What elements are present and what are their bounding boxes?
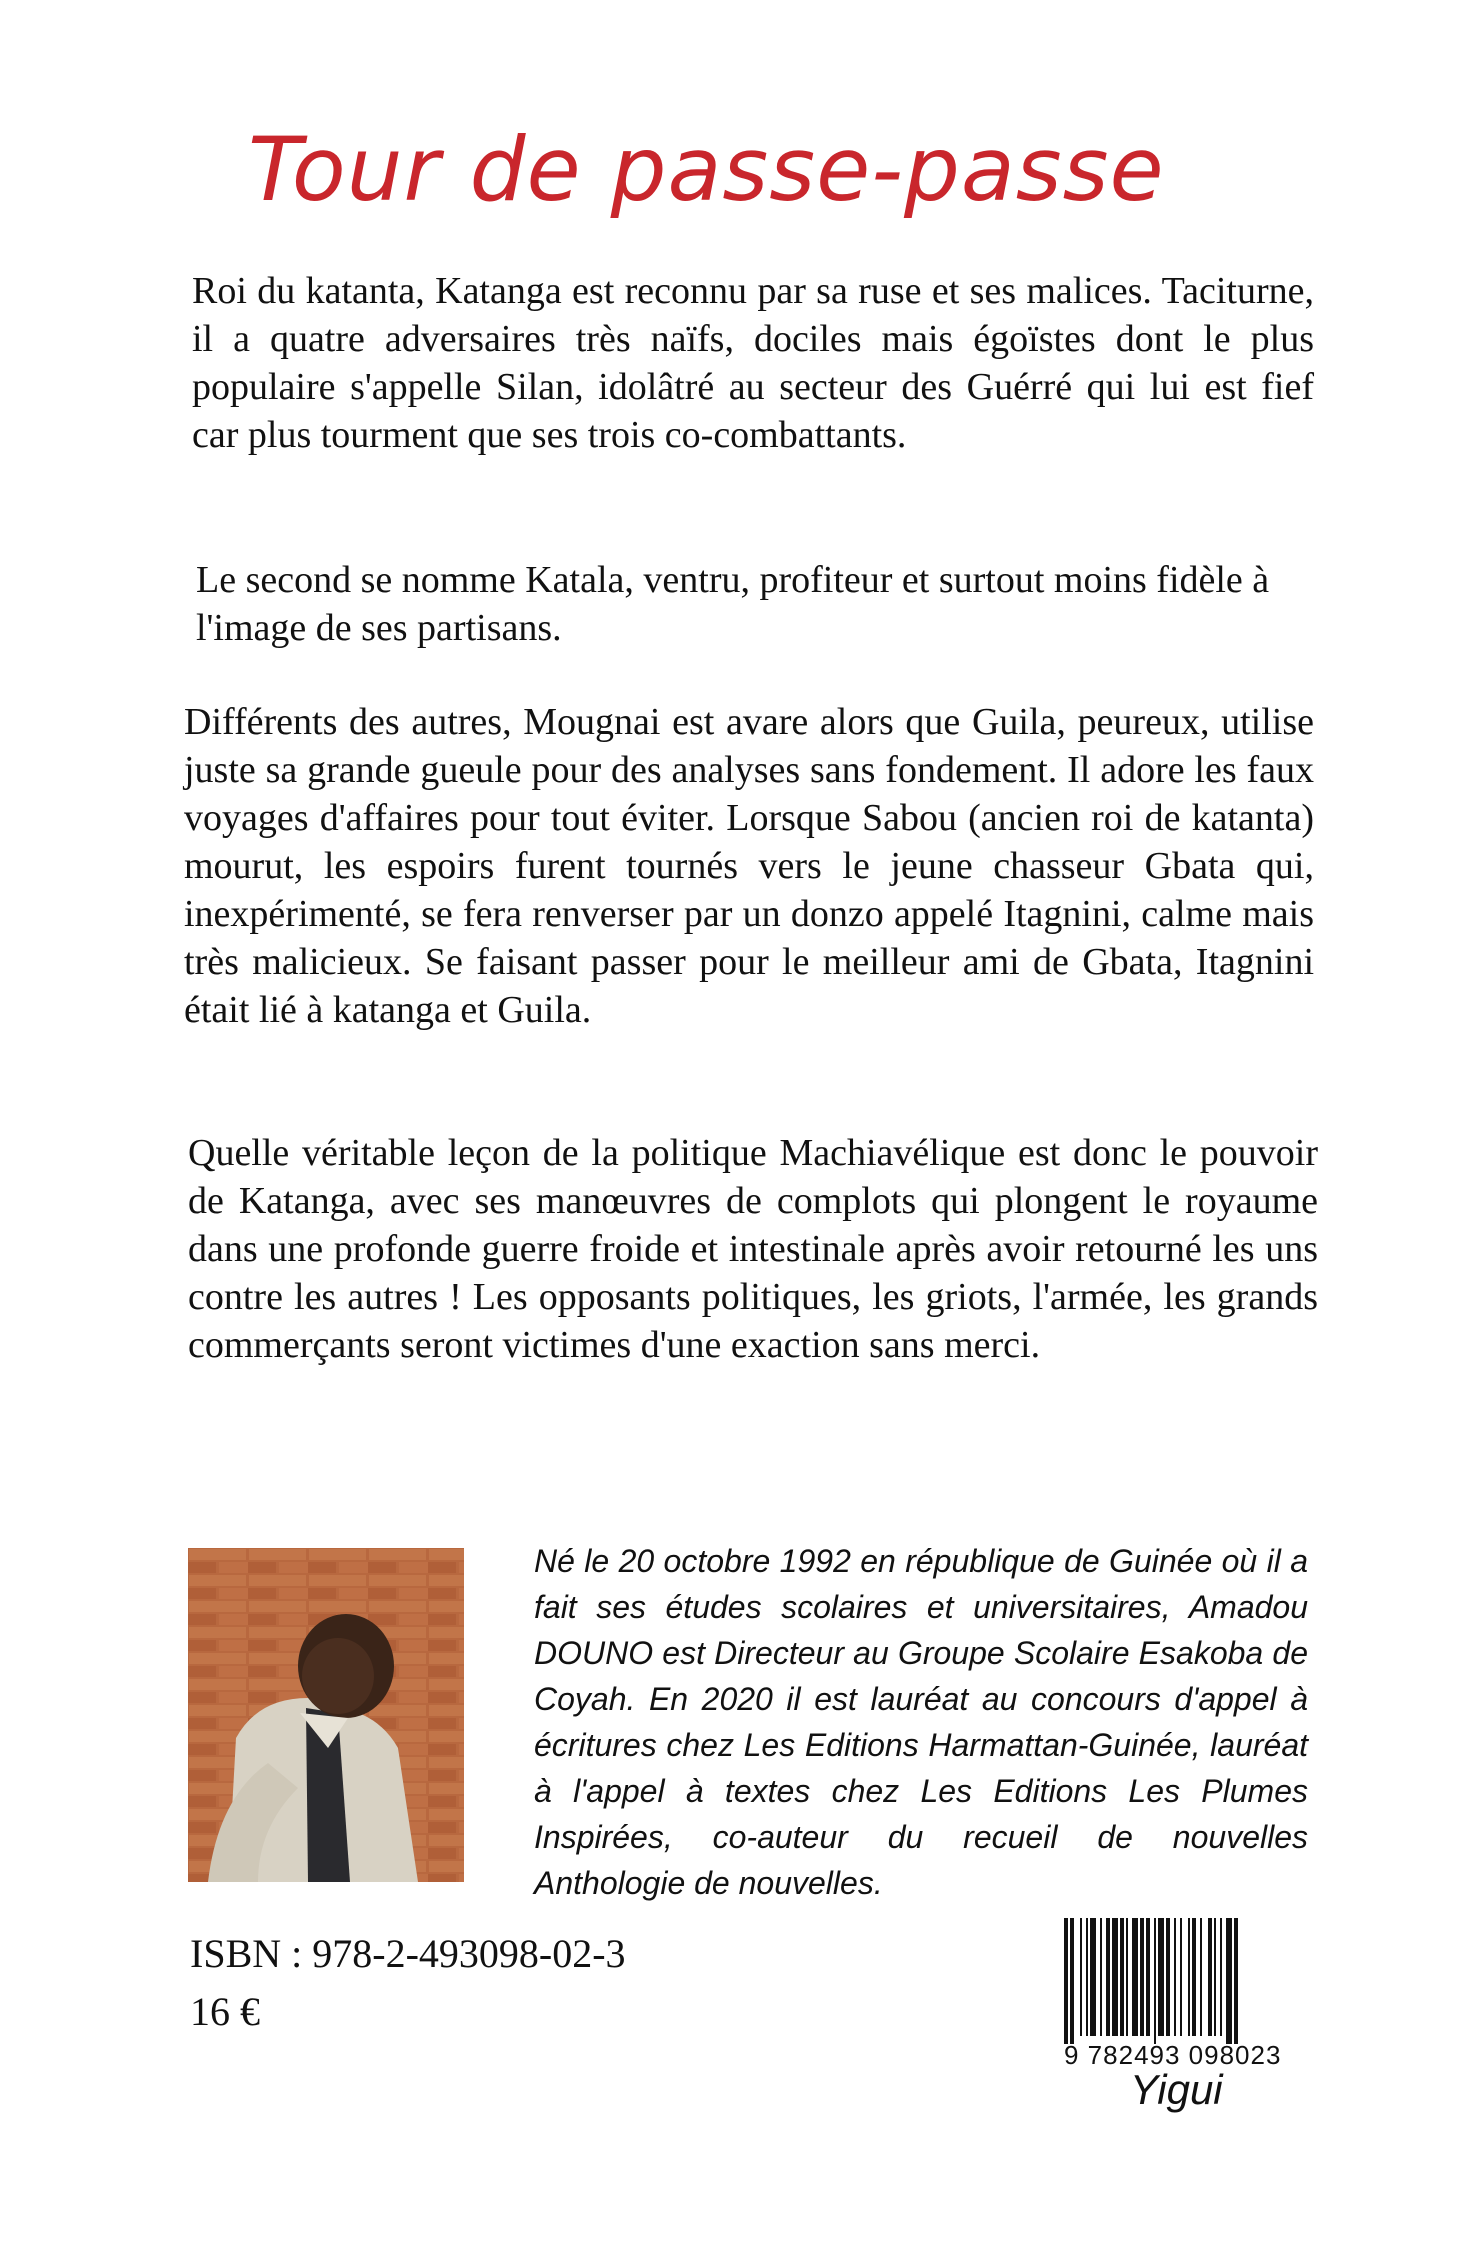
barcode-bar (1126, 1918, 1128, 2036)
barcode-bar (1180, 1918, 1182, 2036)
author-photo (188, 1548, 464, 1882)
barcode-bar (1208, 1918, 1212, 2036)
synopsis-paragraph-4: Quelle véritable leçon de la politique Machiavélique est donc le pouvoir de Katanga, avec ses manœuvres de complots qui plongent le royaume dans une profonde guerre froide et intestinale après avoir retourné les uns contre les autres ! Les opposants politiques, les griots, l'armée, les grands commerçants seront victimes d'une exaction sans merci. (188, 1132, 1318, 1366)
barcode-bar (1070, 1918, 1074, 2044)
barcode-bar (1132, 1918, 1138, 2036)
synopsis-paragraph-3: Différents des autres, Mougnai est avare alors que Guila, peureux, utilise juste sa grande gueule pour des analyses sans fondement. Il adore les faux voyages d'affaires pour tout éviter. Lorsque Sabou (ancien roi de katanta) mourut, les espoirs furent tournés vers le jeune chasseur Gbata qui, inexpérimenté, se fera renverser par un donzo appelé Itagnini, calme mais très malicieux. Se faisant passer pour le meilleur ami de Gbata, Itagnini était lié à katanga et Guila. (184, 701, 1314, 1031)
barcode-bar (1200, 1918, 1202, 2036)
book-title: Tour de passe-passe (248, 118, 1165, 221)
barcode-bar (1158, 1918, 1164, 2036)
barcode-bar (1220, 1918, 1222, 2036)
barcode-bar (1090, 1918, 1096, 2036)
barcode-bar (1188, 1918, 1190, 2036)
barcode-bar (1166, 1918, 1170, 2036)
barcode-digits: 9 782493 098023 (1064, 2040, 1282, 2070)
barcode-bar (1112, 1918, 1118, 2036)
barcode-bar (1086, 1918, 1088, 2036)
synopsis-paragraph-1: Roi du katanta, Katanga est reconnu par sa ruse et ses malices. Taciturne, il a quatre adversaires très naïfs, dociles mais égoïstes dont le plus populaire s'appelle Silan, idolâtré au secteur des Guérré qui lui est fief car plus tourment que ses trois co-combattants. (192, 270, 1314, 456)
synopsis-paragraph-2: Le second se nomme Katala, ventru, profiteur et surtout moins fidèle à l'image de ses partisans. (196, 559, 1270, 649)
barcode-bar (1106, 1918, 1110, 2036)
barcode-bar (1214, 1918, 1216, 2036)
barcode-bar (1100, 1918, 1102, 2036)
barcode-bar (1120, 1918, 1124, 2036)
barcode-bar (1140, 1918, 1144, 2036)
isbn: ISBN : 978-2-493098-02-3 (190, 1931, 626, 1976)
barcode-bar (1154, 1918, 1156, 2044)
barcode-bar (1146, 1918, 1150, 2036)
barcode-bar (1174, 1918, 1176, 2036)
barcode-bar (1064, 1918, 1068, 2044)
author-bio: Né le 20 octobre 1992 en république de Guinée où il a fait ses études scolaires et universitaires, Amadou DOUNO est Directeur au Groupe Scolaire Esakoba de Coyah. En 2020 il est lauréat au concours d'appel à écritures chez Les Editions Harmattan-Guinée, lauréat à l'appel à textes chez Les Editions Les Plumes Inspirées, co-auteur du recueil de nouvelles Anthologie de nouvelles. (534, 1543, 1308, 1901)
price: 16 € (190, 1989, 260, 2034)
barcode-bar (1080, 1918, 1082, 2036)
publisher-logo: Yigui (1130, 2066, 1223, 2113)
barcode-bar (1226, 1918, 1232, 2044)
barcode-bar (1192, 1918, 1196, 2036)
barcode-bar (1234, 1918, 1238, 2044)
